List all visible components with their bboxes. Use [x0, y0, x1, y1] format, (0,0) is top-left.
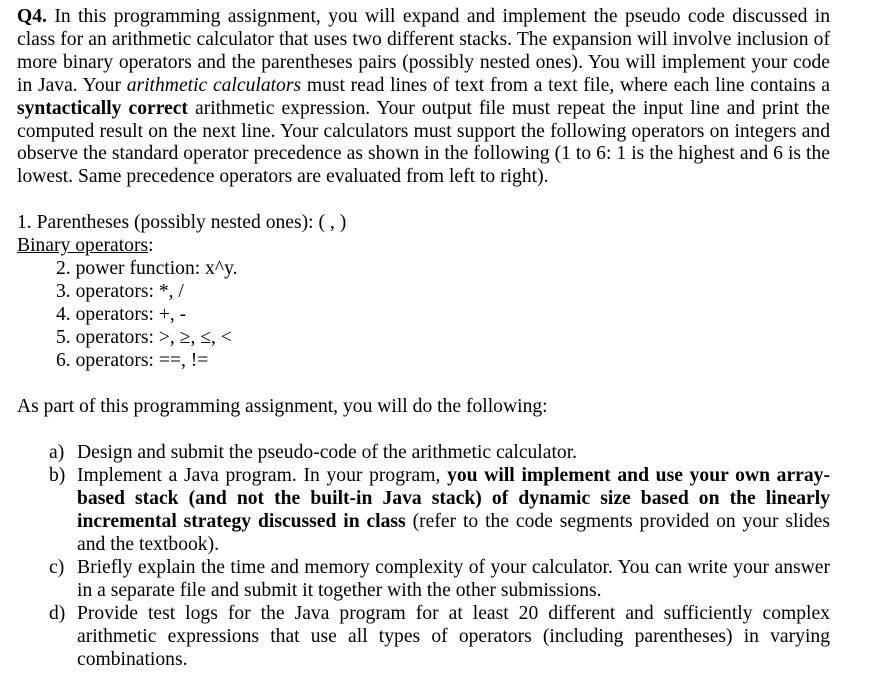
task-text-b-emphasis: you will implement and use your own array-based stack (and not the built-in Java stack) of dynamic size based on the linearly incremental strategy discussed in class [77, 465, 830, 533]
operator-item-relational: 5. operators: >, ≥, ≤, < [56, 327, 232, 349]
operator-item-additive: 4. operators: +, - [56, 304, 187, 326]
task-text-d: Provide test logs for the Java program for at least 20 different and sufficiently complex arithmetic expressions that use all types of operators (including parentheses) in varying combinations. [77, 603, 830, 671]
question-number: Q4. [17, 6, 47, 27]
task-item-d [17, 602, 830, 671]
operator-item-parentheses: 1. Parentheses (possibly nested ones): ( , ) [17, 212, 347, 234]
task-item-c [17, 556, 830, 602]
task-item-b [17, 464, 830, 556]
task-text-b-1: Implement a Java program. In your program, [77, 465, 448, 487]
question-intro-paragraph [17, 6, 830, 189]
binary-operators-heading [17, 234, 830, 257]
task-marker-d: d) [49, 603, 66, 625]
binary-operators-heading-colon: : [148, 235, 154, 257]
intro-text-3: arithmetic expression. Your output file must repeat the input line and print the computed result on the next line. Your calculators must support the following operators on integers and observe the standard operator precedence as shown in the following (1 to 6: 1 is the highest and 6 is the lowest. Same precedence operators are evaluated from left to right). [17, 97, 830, 188]
task-list [17, 441, 830, 671]
intro-emphasis-syntactically-correct: syntactically correct [17, 97, 188, 119]
task-text-a: Design and submit the pseudo-code of the arithmetic calculator. [77, 442, 578, 464]
assignment-document [17, 6, 830, 671]
task-marker-b: b) [49, 465, 66, 487]
task-item-a [17, 441, 830, 464]
binary-operators-heading-text: Binary operators [17, 235, 149, 257]
task-text-c: Briefly explain the time and memory complexity of your calculator. You can write your answer in a separate file and submit it together with the other submissions. [77, 557, 830, 602]
task-text-b-2: (refer to the code segments provided on your slides and the textbook). [77, 511, 830, 556]
task-marker-a: a) [49, 442, 65, 464]
intro-text-2: must read lines of text from a text file, where each line contains a [301, 74, 830, 96]
intro-emphasis-calculators: arithmetic calculators [126, 74, 302, 96]
operator-item-power: 2. power function: x^y. [56, 258, 238, 280]
task-marker-c: c) [49, 557, 65, 579]
operator-item-multiplicative: 3. operators: *, / [56, 281, 184, 303]
intro-text-1: In this programming assignment, you will expand and implement the pseudo code discussed in class for an arithmetic calculator that uses two different stacks. The expansion will involve inclusion of more binary operators and the parentheses pairs (possibly nested ones). You will implement your code in Java. Your [17, 6, 830, 96]
operator-precedence-list [17, 211, 830, 372]
part-intro: As part of this programming assignment, you will do the following: [17, 396, 548, 418]
operator-item-equality: 6. operators: ==, != [56, 350, 209, 372]
